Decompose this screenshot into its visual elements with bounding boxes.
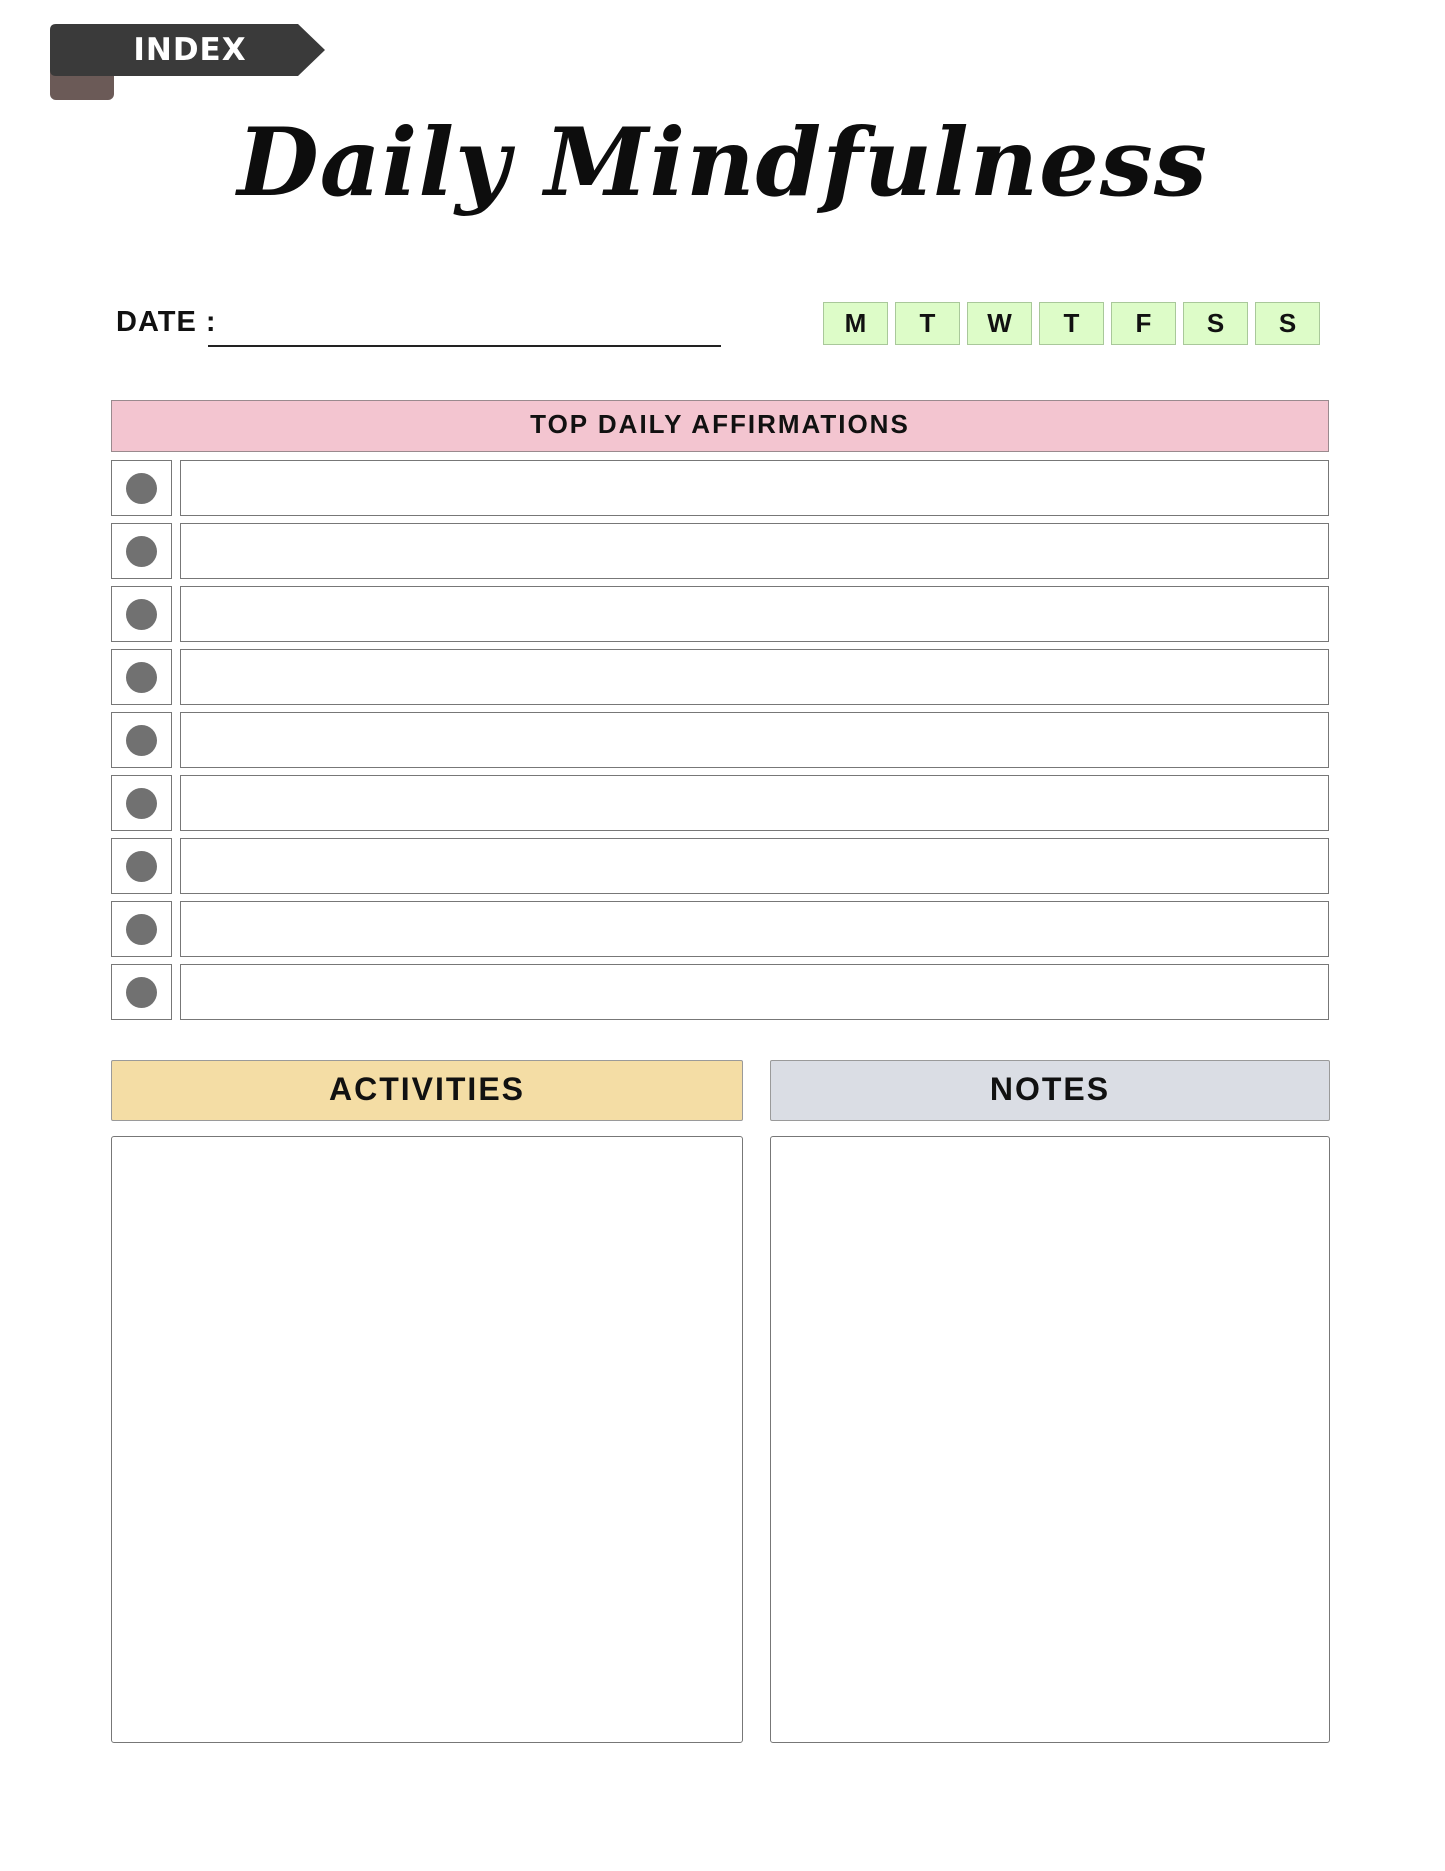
bullet-checkbox[interactable] bbox=[111, 523, 172, 579]
index-tab[interactable] bbox=[50, 24, 325, 76]
bullet-dot-icon bbox=[126, 725, 157, 756]
affirmation-field[interactable] bbox=[180, 586, 1329, 642]
affirmations-header: TOP DAILY AFFIRMATIONS bbox=[111, 400, 1329, 452]
affirmation-row bbox=[111, 712, 1329, 768]
notes-header: NOTES bbox=[770, 1060, 1330, 1121]
weekday-sunday[interactable]: S bbox=[1255, 302, 1320, 345]
affirmation-row bbox=[111, 964, 1329, 1020]
affirmation-field[interactable] bbox=[180, 649, 1329, 705]
activities-area[interactable] bbox=[111, 1136, 743, 1743]
date-input-line[interactable] bbox=[208, 345, 721, 347]
bullet-checkbox[interactable] bbox=[111, 586, 172, 642]
affirmation-field[interactable] bbox=[180, 901, 1329, 957]
weekday-tuesday[interactable]: T bbox=[895, 302, 960, 345]
affirmation-field[interactable] bbox=[180, 523, 1329, 579]
bullet-dot-icon bbox=[126, 473, 157, 504]
bullet-checkbox[interactable] bbox=[111, 838, 172, 894]
affirmation-row bbox=[111, 775, 1329, 831]
weekday-thursday[interactable]: T bbox=[1039, 302, 1104, 345]
affirmation-row bbox=[111, 460, 1329, 516]
bullet-dot-icon bbox=[126, 536, 157, 567]
bullet-dot-icon bbox=[126, 851, 157, 882]
index-tab-label: INDEX bbox=[133, 32, 247, 68]
date-label: DATE : bbox=[116, 306, 217, 338]
bullet-dot-icon bbox=[126, 977, 157, 1008]
activities-header: ACTIVITIES bbox=[111, 1060, 743, 1121]
bullet-checkbox[interactable] bbox=[111, 712, 172, 768]
bullet-dot-icon bbox=[126, 662, 157, 693]
bullet-dot-icon bbox=[126, 788, 157, 819]
weekday-selector bbox=[823, 302, 1320, 345]
bullet-checkbox[interactable] bbox=[111, 901, 172, 957]
bullet-checkbox[interactable] bbox=[111, 649, 172, 705]
bullet-checkbox[interactable] bbox=[111, 775, 172, 831]
affirmation-field[interactable] bbox=[180, 838, 1329, 894]
weekday-monday[interactable]: M bbox=[823, 302, 888, 345]
affirmation-field[interactable] bbox=[180, 775, 1329, 831]
bullet-dot-icon bbox=[126, 599, 157, 630]
notes-area[interactable] bbox=[770, 1136, 1330, 1743]
affirmation-row bbox=[111, 901, 1329, 957]
affirmation-field[interactable] bbox=[180, 712, 1329, 768]
affirmation-row bbox=[111, 649, 1329, 705]
weekday-wednesday[interactable]: W bbox=[967, 302, 1032, 345]
weekday-friday[interactable]: F bbox=[1111, 302, 1176, 345]
affirmation-row bbox=[111, 523, 1329, 579]
bullet-checkbox[interactable] bbox=[111, 964, 172, 1020]
affirmation-row bbox=[111, 586, 1329, 642]
affirmation-field[interactable] bbox=[180, 460, 1329, 516]
weekday-saturday[interactable]: S bbox=[1183, 302, 1248, 345]
affirmations-list bbox=[111, 460, 1329, 1027]
affirmation-row bbox=[111, 838, 1329, 894]
page-title: Daily Mindfulness bbox=[237, 108, 1208, 218]
affirmation-field[interactable] bbox=[180, 964, 1329, 1020]
bullet-dot-icon bbox=[126, 914, 157, 945]
bullet-checkbox[interactable] bbox=[111, 460, 172, 516]
